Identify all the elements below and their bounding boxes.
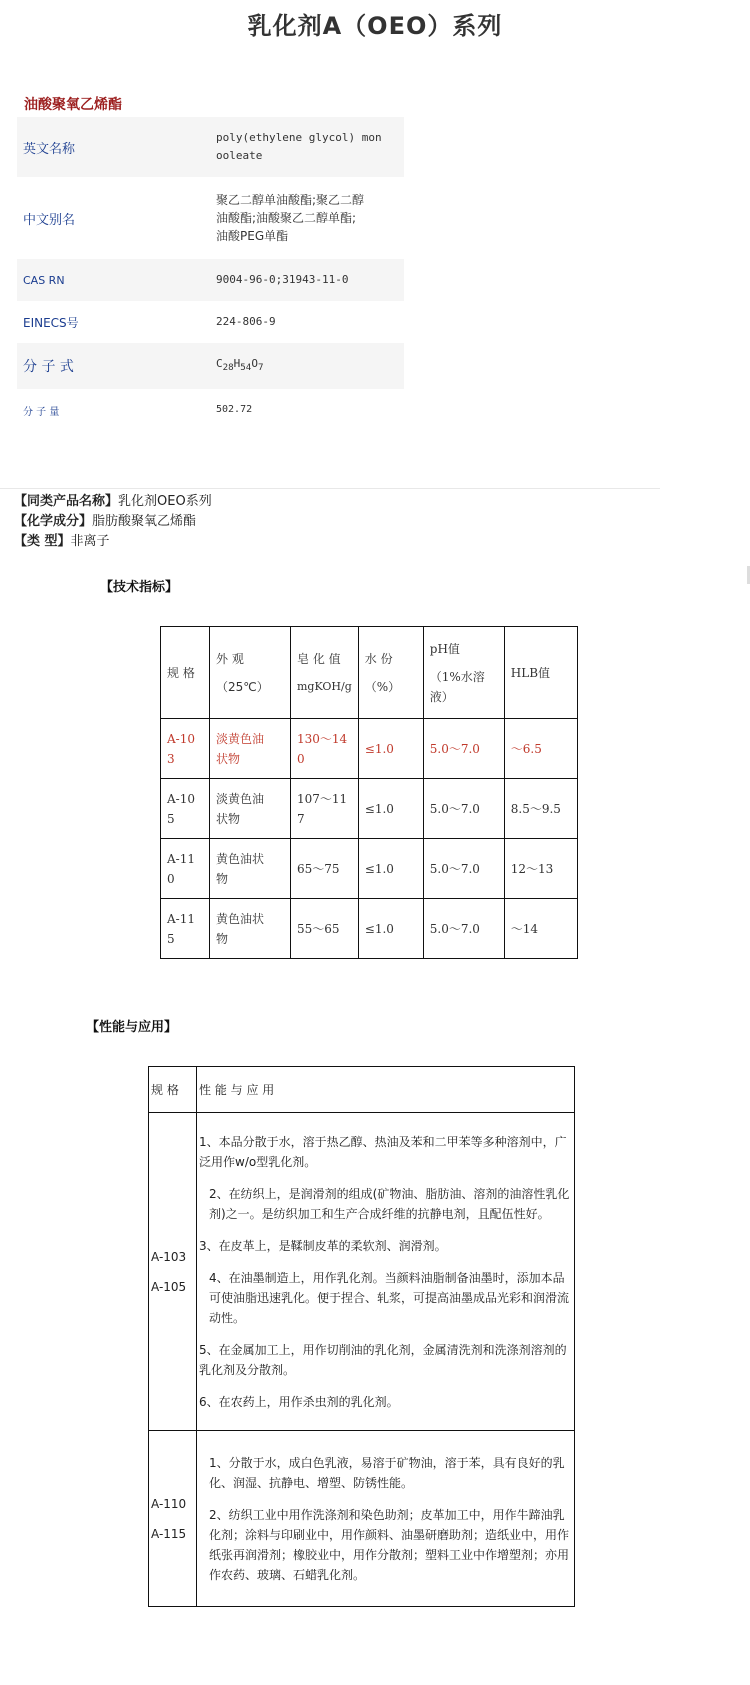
header-line: pH值	[429, 641, 460, 656]
appearance-cell: 淡黄色油 状物	[210, 719, 291, 779]
info-label: 【类 型】	[14, 534, 71, 549]
property-key: 分 子 量	[23, 406, 60, 418]
appearance-cell: 黄色油状 物	[210, 899, 291, 959]
property-row	[17, 117, 404, 177]
ph-cell: 5.0～7.0	[423, 839, 504, 899]
properties-table	[17, 117, 404, 431]
apps-group-row	[149, 1113, 575, 1431]
saponification-cell: 130～14 0	[291, 719, 359, 779]
property-value: 9004-96-0;31943-11-0	[216, 259, 404, 301]
spec-cell: A-10 5	[161, 779, 210, 839]
property-value: 聚乙二醇单油酸酯;聚乙二醇 油酸酯;油酸聚乙二醇单酯; 油酸PEG单酯	[216, 193, 365, 243]
specs-section-title: 【技术指标】	[100, 580, 179, 595]
formula-part: 7	[257, 362, 264, 374]
info-line	[14, 510, 196, 529]
header-cell	[161, 627, 210, 719]
header-cell	[210, 627, 291, 719]
property-key: EINECS号	[23, 315, 79, 330]
page-title: 乳化剂A（OEO）系列	[247, 12, 503, 40]
spec-cell: A-11 0	[161, 839, 210, 899]
formula-part: 54	[240, 362, 252, 374]
header-line: 外 观	[216, 651, 244, 666]
spec-code: A-110	[151, 1496, 187, 1511]
spec-cell: A-11 5	[161, 899, 210, 959]
header-line: 水 份	[364, 651, 393, 666]
header-cell	[504, 627, 577, 719]
info-line	[14, 490, 212, 509]
specs-row	[161, 719, 578, 779]
spec-code: A-103	[151, 1249, 187, 1264]
property-row	[17, 389, 404, 431]
formula-part: O	[251, 356, 258, 370]
application-paragraph: 4、在油墨制造上，用作乳化剂。当颜料油脂制备油墨时，添加本品可使油脂迅速乳化。便于捏合、轧浆，可提高油墨成品光彩和润滑流动性。	[209, 1270, 570, 1325]
product-name: 油酸聚氧乙烯酯	[24, 97, 122, 113]
application-paragraph: 1、分散于水，成白色乳液，易溶于矿物油，溶于苯，具有良好的乳化、润湿、抗静电、增塑、防锈性能。	[209, 1455, 565, 1490]
saponification-cell: 65～75	[291, 839, 359, 899]
info-value: 乳化剂OEO系列	[118, 494, 212, 509]
water-cell: ≤1.0	[358, 779, 423, 839]
property-value: 502.72	[216, 404, 253, 415]
formula-part: H	[233, 356, 241, 370]
divider	[0, 488, 660, 489]
header-line: 液）	[429, 689, 454, 704]
info-line	[14, 530, 110, 549]
header-cell: 性 能 与 应 用	[197, 1067, 575, 1113]
hlb-cell: ～14	[504, 899, 577, 959]
spec-cell	[149, 1431, 197, 1607]
specs-row	[161, 899, 578, 959]
application-paragraph: 5、在金属加工上，用作切削油的乳化剂，金属清洗剂和洗涤剂溶剂的乳化剂及分散剂。	[199, 1342, 567, 1377]
header-line: （25℃）	[216, 679, 269, 694]
application-paragraph: 2、纺织工业中用作洗涤剂和染色助剂；皮革加工中，用作牛蹄油乳化剂；涂料与印刷业中，用作颜料、油墨研磨助剂；造纸业中，用作纸张再润滑剂；橡胶业中，用作分散剂；塑料工业中作增塑剂；亦用作农药、玻璃、石蜡乳化剂。	[209, 1507, 570, 1582]
spec-cell: A-10 3	[161, 719, 210, 779]
hlb-cell: 12～13	[504, 839, 577, 899]
application-cell	[197, 1431, 575, 1607]
application-paragraph: 2、在纺织上，是润滑剂的组成(矿物油、脂肪油、溶剂的油溶性乳化剂)之一。是纺织加工和生产合成纤维的抗静电剂，且配伍性好。	[209, 1186, 570, 1221]
specs-table	[160, 626, 578, 959]
water-cell: ≤1.0	[358, 899, 423, 959]
info-value: 脂肪酸聚氧乙烯酯	[92, 514, 197, 529]
application-cell	[197, 1113, 575, 1431]
header-line: 皂 化 值	[297, 651, 341, 666]
saponification-cell: 107～11 7	[291, 779, 359, 839]
property-key: 英文名称	[17, 117, 216, 177]
info-value: 非离子	[70, 534, 110, 549]
appearance-cell: 黄色油状 物	[210, 839, 291, 899]
application-paragraph: 3、在皮革上，是鞣制皮革的柔软剂、润滑剂。	[199, 1238, 447, 1253]
water-cell: ≤1.0	[358, 839, 423, 899]
info-label: 【同类产品名称】	[14, 494, 119, 509]
application-paragraph: 1、本品分散于水，溶于热乙醇、热油及苯和二甲苯等多种溶剂中，广泛用作w/o型乳化剂。	[199, 1134, 567, 1169]
water-cell: ≤1.0	[358, 719, 423, 779]
apps-section-title: 【性能与应用】	[86, 1020, 178, 1035]
ph-cell: 5.0～7.0	[423, 899, 504, 959]
specs-row	[161, 839, 578, 899]
application-paragraph: 6、在农药上，用作杀虫剂的乳化剂。	[199, 1394, 399, 1409]
property-value: poly(ethylene glycol) mon ooleate	[216, 117, 404, 177]
property-row	[17, 177, 404, 259]
hlb-cell: 8.5～9.5	[504, 779, 577, 839]
property-key: 分 子 式	[17, 343, 216, 389]
spec-cell	[149, 1113, 197, 1431]
apps-header-row	[149, 1067, 575, 1113]
molecular-formula	[216, 343, 404, 389]
header-line: 规 格	[167, 665, 195, 680]
apps-group-row	[149, 1431, 575, 1607]
property-row	[17, 259, 404, 301]
ph-cell: 5.0～7.0	[423, 719, 504, 779]
property-row	[17, 301, 404, 343]
formula-part: 28	[222, 362, 234, 374]
property-value: 224-806-9	[216, 315, 276, 328]
header-line: （1%水溶	[429, 669, 485, 684]
specs-row	[161, 779, 578, 839]
hlb-cell: ～6.5	[504, 719, 577, 779]
specs-header-row	[161, 627, 578, 719]
header-cell	[291, 627, 359, 719]
spec-code: A-105	[151, 1279, 187, 1294]
header-line: HLB值	[510, 665, 551, 680]
header-cell	[358, 627, 423, 719]
property-row	[17, 343, 404, 389]
appearance-cell: 淡黄色油 状物	[210, 779, 291, 839]
header-cell: 规 格	[149, 1067, 197, 1113]
ph-cell: 5.0～7.0	[423, 779, 504, 839]
applications-table	[148, 1066, 575, 1607]
header-line: mgKOH/g	[297, 679, 352, 693]
property-key: 中文别名	[23, 212, 76, 228]
header-cell	[423, 627, 504, 719]
header-line: （%）	[364, 679, 401, 694]
info-label: 【化学成分】	[14, 514, 93, 529]
spec-code: A-115	[151, 1526, 187, 1541]
property-key: CAS RN	[17, 259, 216, 301]
saponification-cell: 55～65	[291, 899, 359, 959]
formula-part: C	[216, 356, 223, 370]
